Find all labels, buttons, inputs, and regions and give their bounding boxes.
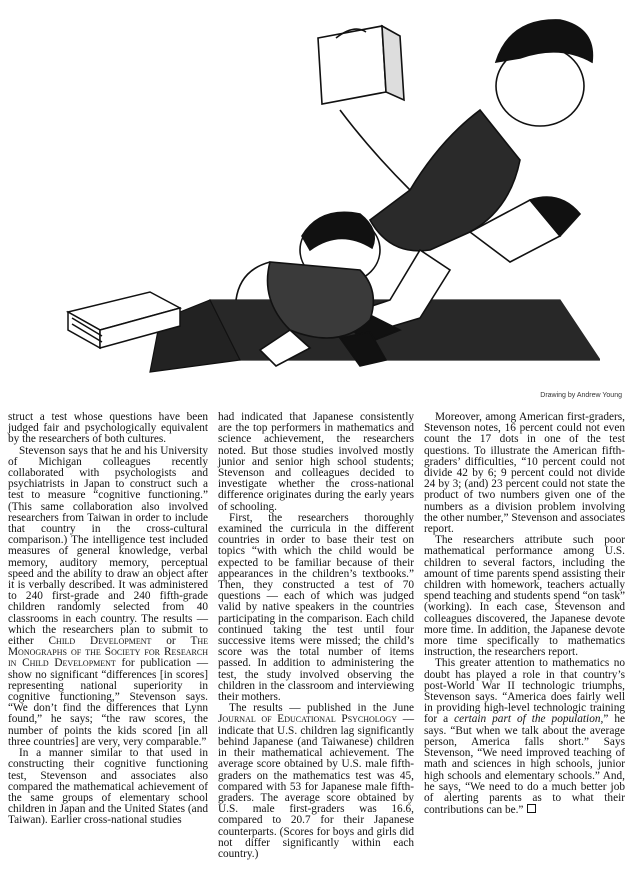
emphasis: certain part of the population, bbox=[454, 713, 604, 726]
paragraph: Stevenson says that he and his University of Michigan colleagues recently collaborated with psychologists and psychiatrists in Japan to construct such a test to measure “cognitive functioning.” (This same collaboration also involved researchers from Taiwan in order to include that country in the cross-cultural comparison.) The intelligence test included measures of general knowledge, verbal memory, auditory memory, perceptual speed and the ability to draw an object after it is verbally described. It was administered to 240 first-grade and 240 fifth-grade children randomly selected from 40 classrooms in each country. The results — which the researchers plan to submit to either Child Development or The Monographs of the Society for Research in Child Development for publication — show no significant “differences [in scores] representing national superiority in cognitive functioning,” Stevenson says. “We don’t find the differences that Lynn found,” he says; “the raw scores, the number of points the kids scored [in all three countries] are very, very comparable.” bbox=[8, 444, 209, 748]
illustration-credit: Drawing by Andrew Young bbox=[540, 392, 622, 399]
article-column-2 bbox=[218, 412, 414, 860]
illustration-drawing bbox=[40, 0, 600, 402]
paragraph: The researchers attribute such poor mathematical performance among U.S. children to several factors, including the amount of time parents spend assisting their children with homework, teachers actually spend teaching and students spend “on task” (working). In each case, Stevenson and colleagues discovered, the Japanese devote more time. In addition, the Japanese devote more time specifically to mathematics instruction, the researchers report. bbox=[424, 534, 625, 659]
paragraph: In a manner similar to that used in constructing their cognitive functioning test, Stevenson and associates also compared the mathematical achievement of the same groups of elementary school children in Japan and the United States (and Taiwan). Earlier cross-national studies bbox=[8, 747, 208, 827]
paragraph: Moreover, among American first-graders, Stevenson notes, 16 percent could not even count the 17 dots in one of the test questions. To illustrate the American fifth-graders’ difficulties, “10 percent could not divide 42 by 6; 9 percent could not divide 24 by 3; (and) 23 percent could not state the product of two numbers given one of the numbers as a division problem involving the other number,” Stevenson and associates report. bbox=[424, 411, 625, 536]
carried-briefcase bbox=[318, 26, 404, 104]
paragraph: This greater attention to mathematics no doubt has played a role in that country’s post-World War II technologic triumphs, Stevenson says. “America does fairly well in providing high-level technologic training for a certain part of the population,” he says. “But when we talk about the average person, America falls short.” Says Stevenson, “We need improved teaching of math and sciences in high schools, junior high schools and elementary schools.” And, he says, “We need to do a much better job of alerting parents as to what their contributions can be.” bbox=[424, 657, 625, 817]
paragraph: struct a test whose questions have been judged fair and psychologically equivalent by the researchers of both cultures. bbox=[8, 411, 208, 446]
paragraph: First, the researchers thoroughly examined the curricula in the different countries in order to base their test on topics “with which the child would be expected to be familiar because of their appearances in the children’s textbooks.” Then, they constructed a test of 70 questions — each of which was judged valid by native speakers in the countries participating in the comparison. Each child continued taking the test until four successive items were missed; the child’s score was the total number of items passed. In addition to administering the test, the study involved observing the children in the classroom and interviewing their mothers. bbox=[218, 511, 414, 704]
paragraph: The results — published in the June Journal of Educational Psychology — indicate that U.S. children lag significantly behind Japanese (and Taiwanese) children in their mathematical achievement. The average score obtained by U.S. male fifth-graders on the mathematics test was 45, compared with 53 for Japanese male fifth-graders. The average score obtained by U.S. male first-graders was 16.6, compared to 20.7 for their Japanese counterparts. (Scores for boys and girls did not differ significantly within each country.) bbox=[218, 702, 414, 860]
end-of-article-mark bbox=[527, 804, 536, 813]
article-column-1 bbox=[8, 412, 208, 827]
journal-name: Child Development bbox=[48, 635, 152, 648]
article-column-3 bbox=[424, 412, 625, 816]
paragraph: had indicated that Japanese consistently are the top performers in mathematics and science achievement, the researchers noted. But those studies involved mostly junior and senior high school students; Stevenson and colleagues decided to investigate whether the cross-national difference originates during the early years of schooling. bbox=[218, 411, 414, 513]
journal-name: The Monographs of the Society for Research in Child Development bbox=[8, 635, 209, 670]
journal-name: Journal of Educational Psychology bbox=[218, 713, 398, 726]
